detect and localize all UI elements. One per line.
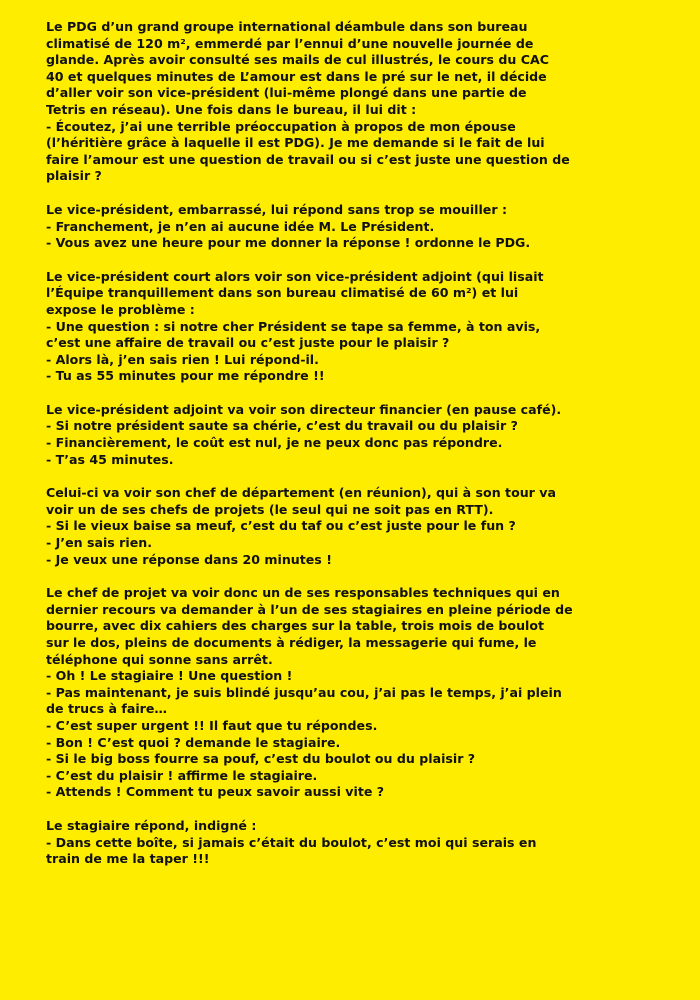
text-line: téléphone qui sonne sans arrêt. [46,651,273,667]
paragraph-cfo [46,402,670,468]
text-line: - Écoutez, j’ai une terrible préoccupation à propos de mon épouse [46,118,516,134]
text-line: - Une question : si notre cher Président se tape sa femme, à ton avis, [46,318,541,334]
text-line: - C’est du plaisir ! affirme le stagiaire. [46,767,318,783]
text-line: train de me la taper !!! [46,851,210,867]
text-line: - Attends ! Comment tu peux savoir aussi vite ? [46,784,385,800]
text-line: c’est une affaire de travail ou c’est juste pour le plaisir ? [46,335,450,351]
text-line: Le vice-président, embarrassé, lui répond sans trop se mouiller : [46,201,507,217]
text-line: de trucs à faire… [46,701,168,717]
text-line: Le chef de projet va voir donc un de ses responsables techniques qui en [46,585,560,601]
text-line: bourre, avec dix cahiers des charges sur la table, trois mois de boulot [46,618,545,634]
text-line: Celui-ci va voir son chef de département (en réunion), qui à son tour va [46,485,556,501]
text-line: d’aller voir son vice-président (lui-même plongé dans une partie de [46,85,527,101]
text-line: (l’héritière grâce à laquelle il est PDG). Je me demande si le fait de lui [46,135,545,151]
text-line: - Je veux une réponse dans 20 minutes ! [46,551,332,567]
text-line: - Si le big boss fourre sa pouf, c’est du boulot ou du plaisir ? [46,751,476,767]
text-line: 40 et quelques minutes de L’amour est dans le pré sur le net, il décide [46,68,547,84]
text-line: - Oh ! Le stagiaire ! Une question ! [46,668,293,684]
text-line: - Tu as 55 minutes pour me répondre !! [46,368,325,384]
paragraph-vp-adjoint [46,269,670,385]
text-line: Le vice-président adjoint va voir son directeur financier (en pause café). [46,401,562,417]
text-line: glande. Après avoir consulté ses mails de cul illustrés, le cours du CAC [46,52,549,68]
text-line: faire l’amour est une question de travail ou si c’est juste une question de [46,151,570,167]
text-line: climatisé de 120 m², emmerdé par l’ennui d’une nouvelle journée de [46,35,534,51]
text-line: - T’as 45 minutes. [46,451,174,467]
text-line: voir un de ses chefs de projets (le seul qui ne soit pas en RTT). [46,501,494,517]
text-line: expose le problème : [46,301,195,317]
text-line: dernier recours va demander à l’un de ses stagiaires en pleine période de [46,601,573,617]
text-line: Le PDG d’un grand groupe international déambule dans son bureau [46,19,528,34]
paragraph-vice-president [46,202,670,252]
text-line: plaisir ? [46,168,102,184]
text-line: - Pas maintenant, je suis blindé jusqu’au cou, j’ai pas le temps, j’ai plein [46,684,562,700]
text-line: - Dans cette boîte, si jamais c’était du boulot, c’est moi qui serais en [46,834,537,850]
text-line: - J’en sais rien. [46,535,152,551]
paragraph-intern [46,585,670,801]
text-line: l’Équipe tranquillement dans son bureau climatisé de 60 m²) et lui [46,285,519,301]
text-line: - Alors là, j’en sais rien ! Lui répond-il. [46,351,319,367]
text-line: - Si notre président saute sa chérie, c’est du travail ou du plaisir ? [46,418,518,434]
text-line: - Financièrement, le coût est nul, je ne peux donc pas répondre. [46,435,503,451]
text-line: sur le dos, pleins de documents à rédiger, la messagerie qui fume, le [46,635,537,650]
text-line: - Si le vieux baise sa meuf, c’est du taf ou c’est juste pour le fun ? [46,518,516,534]
text-line: Le vice-président court alors voir son vice-président adjoint (qui lisait [46,268,544,284]
paragraph-department-head [46,485,670,568]
text-line: - Bon ! C’est quoi ? demande le stagiaire. [46,734,341,750]
text-line: Tetris en réseau). Une fois dans le bureau, il lui dit : [46,101,417,117]
text-line: Le stagiaire répond, indigné : [46,817,257,833]
paragraph-ceo-question [46,19,670,185]
paragraph-punchline [46,818,670,868]
text-line: - Vous avez une heure pour me donner la réponse ! ordonne le PDG. [46,235,531,251]
text-line: - Franchement, je n’en ai aucune idée M. Le Président. [46,218,435,234]
text-line: - C’est super urgent !! Il faut que tu répondes. [46,717,378,733]
